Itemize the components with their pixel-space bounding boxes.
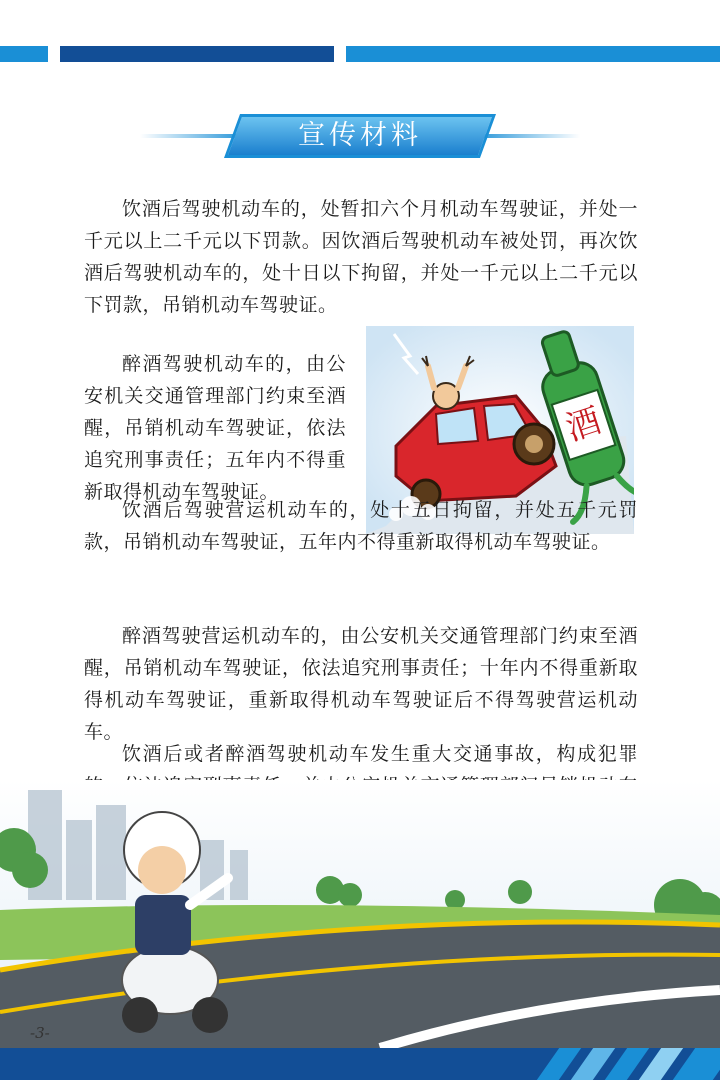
paragraph-commercial-drunk-driving: 醉酒驾驶营运机动车的，由公安机关交通管理部门约束至酒醒，吊销机动车驾驶证，依法追究刑事责任；十年内不得重新取得机动车驾驶证，重新取得机动车驾驶证后不得驾驶营运机动车。 (84, 625, 638, 743)
header-bar-middle (60, 46, 334, 62)
paragraph-commercial-drink-driving: 饮酒后驾驶营运机动车的，处十五日拘留，并处五千元罚款，吊销机动车驾驶证，五年内不得重新取得机动车驾驶证。 (84, 499, 638, 553)
paragraph-serious-accident: 饮酒后或者醉酒驾驶机动车发生重大交通事故，构成犯罪 (122, 743, 638, 765)
header-bar-right (346, 46, 720, 62)
page-number: -3- (30, 1024, 50, 1042)
header-bars (0, 46, 720, 62)
road-scene-background (0, 780, 720, 1050)
title-banner (140, 108, 580, 164)
paragraph-drunk-driving: 醉酒驾驶机动车的，由公安机关交通管理部门约束至酒醒，吊销机动车驾驶证，依法追究刑事责任；五年内不得重新取得机动车驾驶证。 (84, 353, 346, 503)
header-bar-left (0, 46, 48, 62)
page-title: 宣传材料 (298, 120, 422, 151)
paragraph-drink-driving: 饮酒后驾驶机动车的，处暂扣六个月机动车驾驶证，并处一千元以上二千元以下罚款。因饮酒后驾驶机动车被处罚，再次饮酒后驾驶机动车的，处十日以下拘留，并处一千元以上二千元以下罚款，吊销机动车驾驶证。 (84, 198, 638, 316)
bottle-label: 酒 (561, 400, 606, 450)
